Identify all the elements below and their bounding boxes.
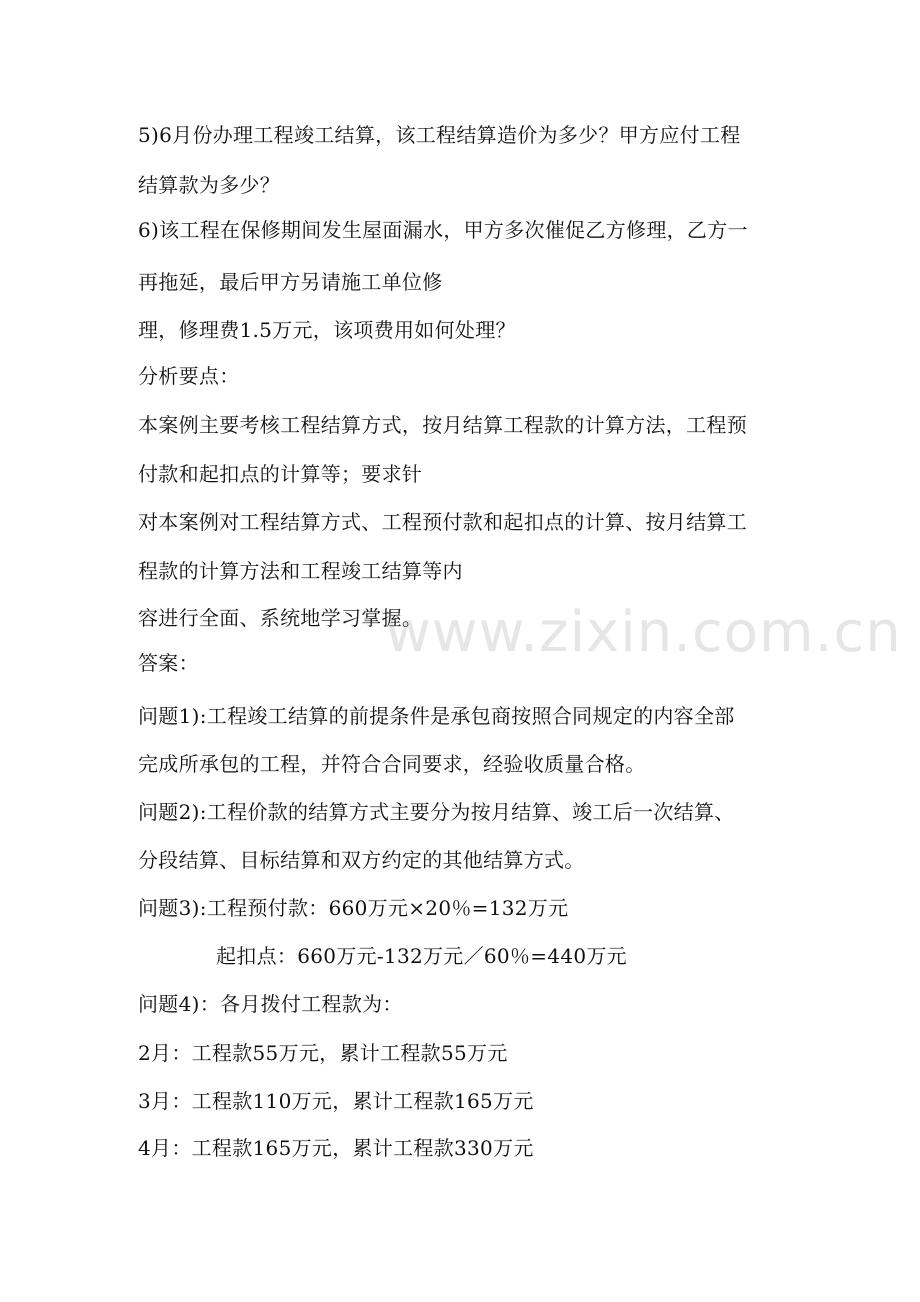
payment-february: 2月：工程款55万元，累计工程款55万元 [138,1041,508,1065]
answer-1-line-1: 问题1):工程竣工结算的前提条件是承包商按照合同规定的内容全部 [138,704,735,728]
answer-3-line-2: 起扣点：660万元-132万元／60％=440万元 [216,944,627,968]
payment-april: 4月：工程款165万元，累计工程款330万元 [138,1136,534,1160]
watermark: www.zixin.com.cn [385,600,902,665]
question-5-line-1: 5)6月份办理工程竣工结算，该工程结算造价为多少？甲方应付工程 [138,123,741,147]
question-6-line-3: 理，修理费1.5万元，该项费用如何处理？ [138,318,516,342]
question-6-line-2: 再拖延，最后甲方另请施工单位修 [138,270,443,294]
analysis-heading: 分析要点： [138,364,240,388]
analysis-line-4: 程款的计算方法和工程竣工结算等内 [138,559,463,583]
payment-march: 3月：工程款110万元，累计工程款165万元 [138,1089,534,1113]
analysis-line-1: 本案例主要考核工程结算方式，按月结算工程款的计算方法，工程预 [138,413,747,437]
answer-heading: 答案： [138,651,199,675]
analysis-line-2: 付款和起扣点的计算等；要求针 [138,462,423,486]
answer-4-heading: 问题4)：各月拨付工程款为： [138,992,403,1016]
answer-1-line-2: 完成所承包的工程，并符合合同要求，经验收质量合格。 [138,752,646,776]
analysis-line-3: 对本案例对工程结算方式、工程预付款和起扣点的计算、按月结算工 [138,510,747,534]
answer-3-line-1: 问题3):工程预付款：660万元×20％=132万元 [138,896,569,920]
answer-2-line-2: 分段结算、目标结算和双方约定的其他结算方式。 [138,848,585,872]
question-5-line-2: 结算款为多少？ [138,173,281,197]
answer-2-line-1: 问题2):工程价款的结算方式主要分为按月结算、竣工后一次结算、 [138,800,735,824]
analysis-line-5: 容进行全面、系统地学习掌握。 [138,606,423,630]
question-6-line-1: 6)该工程在保修期间发生屋面漏水，甲方多次催促乙方修理，乙方一 [138,218,748,242]
